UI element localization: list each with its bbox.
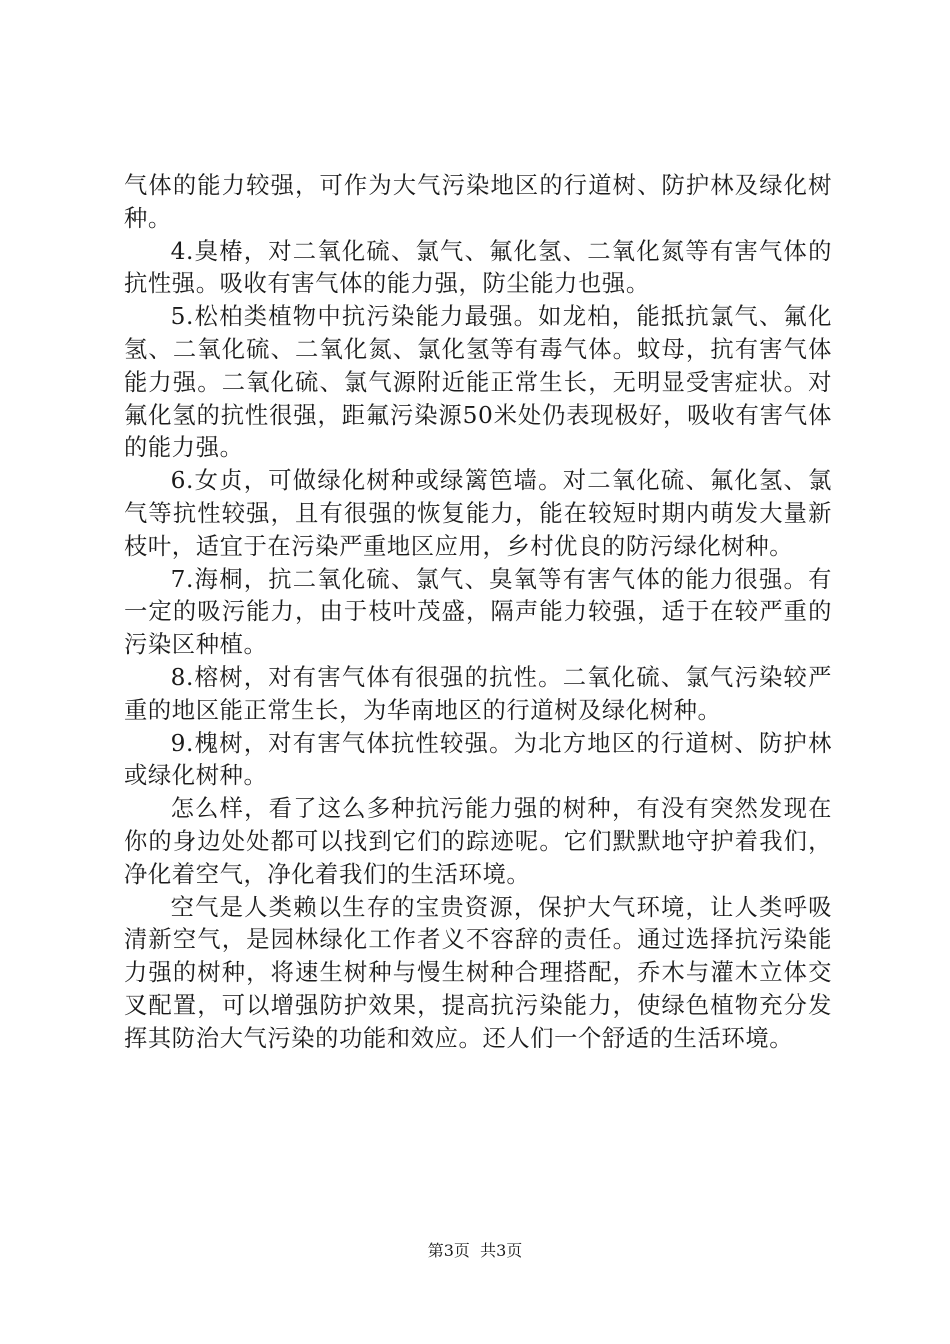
page-number-footer: 第3页 共3页 bbox=[427, 1241, 523, 1260]
paragraph-item-7: 7.海桐，抗二氧化硫、氯气、臭氧等有害气体的能力很强。有一定的吸污能力，由于枝叶茂盛，隔声能力较强，适于在较严重的污染区种植。 bbox=[124, 565, 832, 659]
paragraph-item-6: 6.女贞，可做绿化树种或绿篱笆墙。对二氧化硫、氟化氢、氯气等抗性较强，且有很强的恢复能力，能在较短时期内萌发大量新枝叶，适宜于在污染严重地区应用，乡村优良的防污绿化树种。 bbox=[124, 467, 832, 560]
paragraph-continuation: 气体的能力较强，可作为大气污染地区的行道树、防护林及绿化树种。 bbox=[124, 172, 832, 232]
paragraph-conclusion: 空气是人类赖以生存的宝贵资源，保护大气环境，让人类呼吸清新空气，是园林绿化工作者义不容辞的责任。通过选择抗污染能力强的树种，将速生树种与慢生树种合理搭配，乔木与灌木立体交叉配置，可以增强防护效果，提高抗污染能力，使绿色植物充分发挥其防治大气污染的功能和效应。还人们一个舒适的生活环境。 bbox=[124, 893, 832, 1052]
paragraph-summary: 怎么样，看了这么多种抗污能力强的树种，有没有突然发现在你的身边处处都可以找到它们的踪迹呢。它们默默地守护着我们，净化着空气，净化着我们的生活环境。 bbox=[124, 795, 832, 888]
paragraph-item-4: 4.臭椿，对二氧化硫、氯气、氟化氢、二氧化氮等有害气体的抗性强。吸收有害气体的能力强，防尘能力也强。 bbox=[124, 237, 832, 298]
paragraph-item-5: 5.松柏类植物中抗污染能力最强。如龙柏，能抵抗氯气、氟化氢、二氧化硫、二氧化氮、氯化氢等有毒气体。蚊母，抗有害气体能力强。二氧化硫、氯气源附近能正常生长，无明显受害症状。对氟化氢的抗性很强，距氟污染源50米处仍表现极好，吸收有害气体的能力强。 bbox=[124, 303, 832, 462]
paragraph-item-8: 8.榕树，对有害气体有很强的抗性。二氧化硫、氯气污染较严重的地区能正常生长，为华南地区的行道树及绿化树种。 bbox=[124, 663, 832, 724]
document-body bbox=[124, 170, 832, 1056]
paragraph-item-9: 9.槐树，对有害气体抗性较强。为北方地区的行道树、防护林或绿化树种。 bbox=[124, 729, 832, 790]
